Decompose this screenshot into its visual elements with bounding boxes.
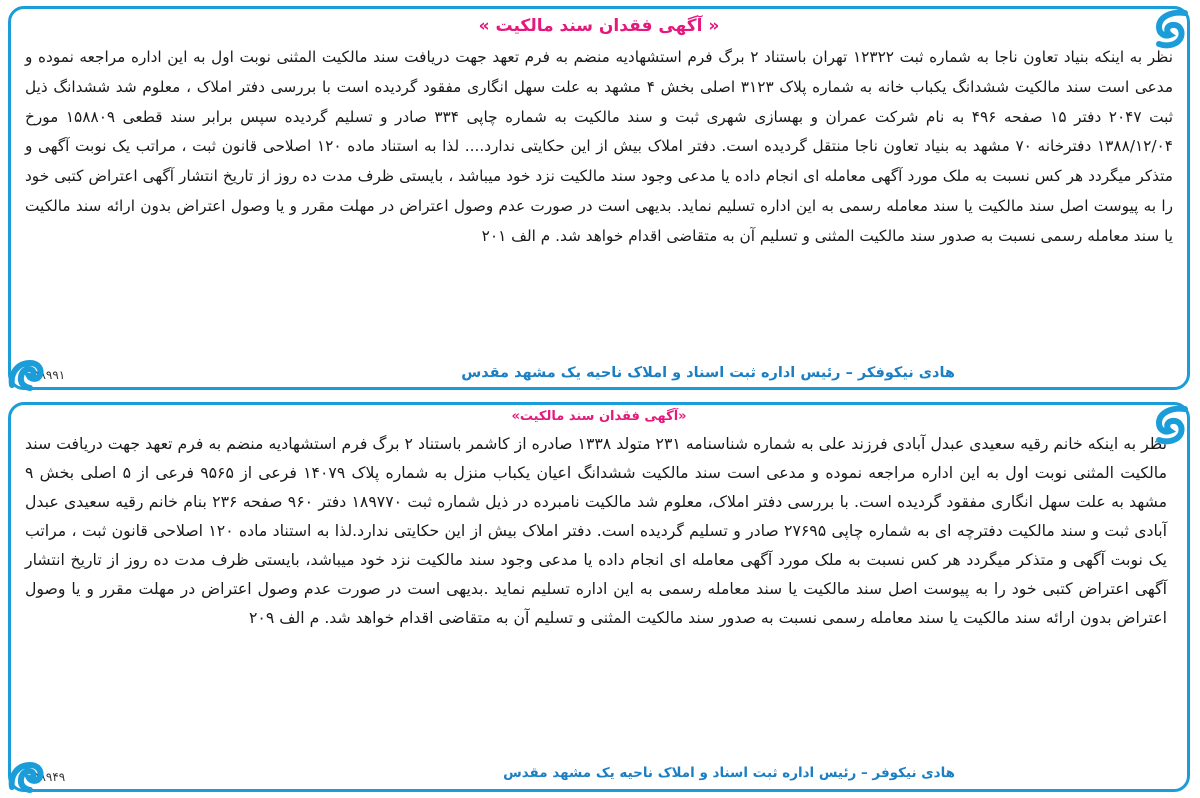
corner-swirl-icon (6, 757, 48, 793)
notice-card (8, 6, 1190, 390)
notice-title: « آگهی فقدان سند مالکیت » (478, 16, 720, 36)
reference-number: ۵۸۹۴۹ (33, 770, 66, 784)
corner-swirl-icon (1145, 7, 1191, 51)
notice-title: «آگهی فقدان سند مالکیت» (511, 409, 687, 424)
reference-number: ۵۸۹۹۱ (33, 368, 66, 382)
notice-card (8, 402, 1190, 792)
signature: هادی نیکوفر – رئیس اداره ثبت اسناد و املاک ناحیه یک مشهد مقدس (503, 765, 955, 781)
notice-body: نظر به اینکه خانم رقیه سعیدی عبدل آبادی فرزند علی به شماره شناسنامه ۲۳۱ متولد ۱۳۳۸ صادره از کاشمر باستناد ۲ برگ فرم استشهادیه منضم به فرم تعهد جهت دریافت سند مالکیت المثنی نوبت اول به این اداره مراجعه نموده و مدعی است سند مالکیت ششدانگ اعیان یکباب منزل به شماره پلاک ۱۴۰۷۹ فرعی از ۹۵۶۵ فرعی از ۵ اصلی بخش ۹ مشهد به علت سهل انگاری مفقود گردیده است. با بررسی دفتر املاک، معلوم شد مالکیت نامبرده در ذیل شماره ثبت ۱۸۹۷۷۰ دفتر ۹۶۰ صفحه ۲۳۶ بنام خانم رقیه سعیدی عبدل آبادی ثبت و سند مالکیت دفترچه ای به شماره چاپی ۲۷۶۹۵ صادر و تسلیم گردیده است. دفتر املاک بیش از این حکایتی ندارد.لذا به استناد ماده ۱۲۰ اصلاحی قانون ثبت ، مراتب یک نوبت آگهی و متذکر میگردد هر کس نسبت به ملک مورد آگهی معامله ای انجام داده یا مدعی وجود سند مالکیت نزد خود میباشد، بایستی ظرف مدت ده روز از تاریخ انتشار آگهی اعتراض کتبی خود را به پیوست اصل سند مالکیت یا سند معامله رسمی به این اداره تسلیم نماید .بدیهی است در صورت عدم وصول اعتراض در مهلت مقرر و یا وصول اعتراض بدون ارائه سند مالکیت یا سند معامله رسمی نسبت به صدور سند مالکیت المثنی و تسلیم آن به متقاضی اقدام خواهد شد. م الف ۲۰۹ (25, 434, 1167, 627)
notice-footer (11, 757, 1187, 789)
notice-body: نظر به اینکه بنیاد تعاون ناجا به شماره ثبت ۱۲۳۲۲ تهران باستناد ۲ برگ فرم استشهادیه منضم به فرم تعهد جهت دریافت سند مالکیت المثنی نوبت اول به این اداره مراجعه نموده و مدعی است سند مالکیت ششدانگ یکباب خانه به شماره پلاک ۳۱۲۳ اصلی بخش ۴ مشهد به علت سهل انگاری مفقود گردیده است با بررسی دفتر املاک ، معلوم شد ششدانگ ذیل ثبت ۲۰۴۷ دفتر ۱۵ صفحه ۴۹۶ به نام شرکت عمران و بهسازی شهری ثبت و سند مالکیت به شماره چاپی ۳۳۴ صادر و تسلیم گردیده سپس برابر سند قطعی ۱۵۸۸۰۹ مورخ ۱۳۸۸/۱۲/۰۴ دفترخانه ۷۰ مشهد به بنیاد تعاون ناجا منتقل گردیده است. دفتر املاک بیش از این حکایتی ندارد.... لذا به استناد ماده ۱۲۰ اصلاحی قانون ثبت ، مراتب یک نوبت آگهی و متذکر میگردد هر کس نسبت به ملک مورد آگهی معامله ای انجام داده یا مدعی وجود سند مالکیت نزد خود میباشد ، بایستی ظرف مدت ده روز از تاریخ انتشار آگهی اعتراض کتبی خود را به پیوست اصل سند مالکیت یا سند معامله رسمی به این اداره تسلیم نماید. بدیهی است در صورت عدم وصول اعتراض در مهلت مقرر و یا وصول اعتراض بدون ارائه سند مالکیت یا سند معامله رسمی نسبت به صدور سند مالکیت المثنی و تسلیم آن به متقاضی اقدام خواهد شد. م الف ۲۰۱ (25, 48, 1174, 245)
corner-swirl-icon (6, 355, 48, 391)
corner-swirl-icon (1145, 403, 1191, 447)
signature: هادی نیکوفکر – رئیس اداره ثبت اسناد و املاک ناحیه یک مشهد مقدس (461, 365, 955, 381)
notice-footer (11, 355, 1187, 387)
